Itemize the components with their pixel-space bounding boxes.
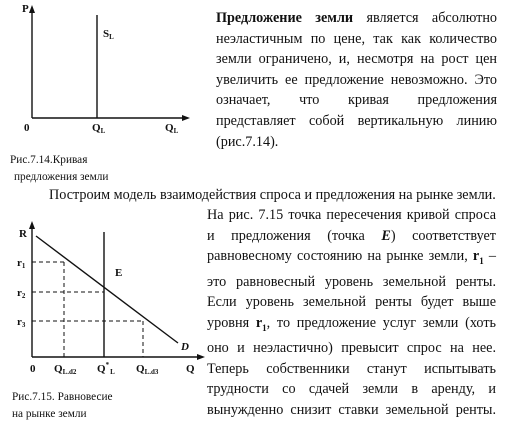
para1-line5: означает, что кривая предложения [216,92,497,109]
para1-line7: (рис.7.14). [216,133,279,150]
fig715-qd2-label: QL.d2 [54,363,77,376]
fig715-demand-line [36,236,178,343]
fig714-q-label: QL [92,122,106,135]
para2-line2: и предложения (точка E) соответствует [207,227,497,244]
para1-line2: неэластичным по цене, так как количество [216,30,497,47]
para2-line6: уровня $r_1$, то предложение услуг земли (хоть [207,314,496,333]
para2-line4: это равновесный уровень земельной ренты. [207,273,496,290]
fig715-r1-label: r1 [17,257,26,270]
para2-r1-b: $r_1$ [255,314,267,333]
fig714-supply-label: SL [103,28,114,41]
fig714-origin-label: 0 [24,122,30,134]
para2-r1: $r_1$ [472,248,484,267]
fig715-axis-y-label: R [19,228,27,240]
fig715-qd3-label: QL.d3 [136,363,159,376]
para1-line6: представляет собой вертикальную линию [216,112,497,129]
para2-line3: равновесному состоянию на рынке земли, $r_1$ – [207,248,496,267]
para2-line7: оно и неэластично) превысит спрос на нее. [207,340,496,357]
intro-sentence: Построим модель взаимодействия спроса и предложения на рынке земли. [49,187,496,203]
para2-line10: вынужденно снизит ставки земельной ренты. [207,402,496,418]
fig715-r3-label: r3 [17,316,26,329]
fig715-caption [12,389,113,422]
fig714-axis-x-label: QL [165,122,179,135]
paragraph-market-equilibrium [207,205,496,421]
para1-line4: увеличить ее предложение невозможно. Это [216,71,497,88]
fig715-qstar-label: $Q^*_L$ [97,361,115,376]
para1-term: Предложение земли [216,10,354,26]
fig714-caption-line1: Рис.7.14.Кривая [10,154,88,166]
fig715-origin-label: 0 [30,363,36,375]
fig714-axis-y-label: P [22,3,29,15]
fig715-r2-label: r2 [17,287,26,300]
fig715-point-e-label: E [115,267,123,279]
para2-line9: трудности со сдачей земли в аренду, и [207,381,496,398]
fig715-axis-x-label: Q [186,363,195,375]
para2-line1: На рис. 7.15 точка пересечения кривой спроса [207,207,496,223]
fig715-demand-label: D [181,341,189,353]
para2-point-e: E [381,227,391,244]
para2-line5: Если уровень земельной ренты будет выше [207,294,496,311]
fig714-caption-line2: предложения земли [14,170,109,183]
para2-line8: Теперь собственники станут испытывать [207,360,496,377]
para1-line3: земли ограничено, и, несмотря на рост цен [216,51,497,68]
fig715-caption-line2: на рынке земли [12,407,87,420]
fig715-caption-line1: Рис.7.15. Равновесие [12,391,113,403]
para1-line1: Предложение земли является абсолютно [216,10,498,26]
